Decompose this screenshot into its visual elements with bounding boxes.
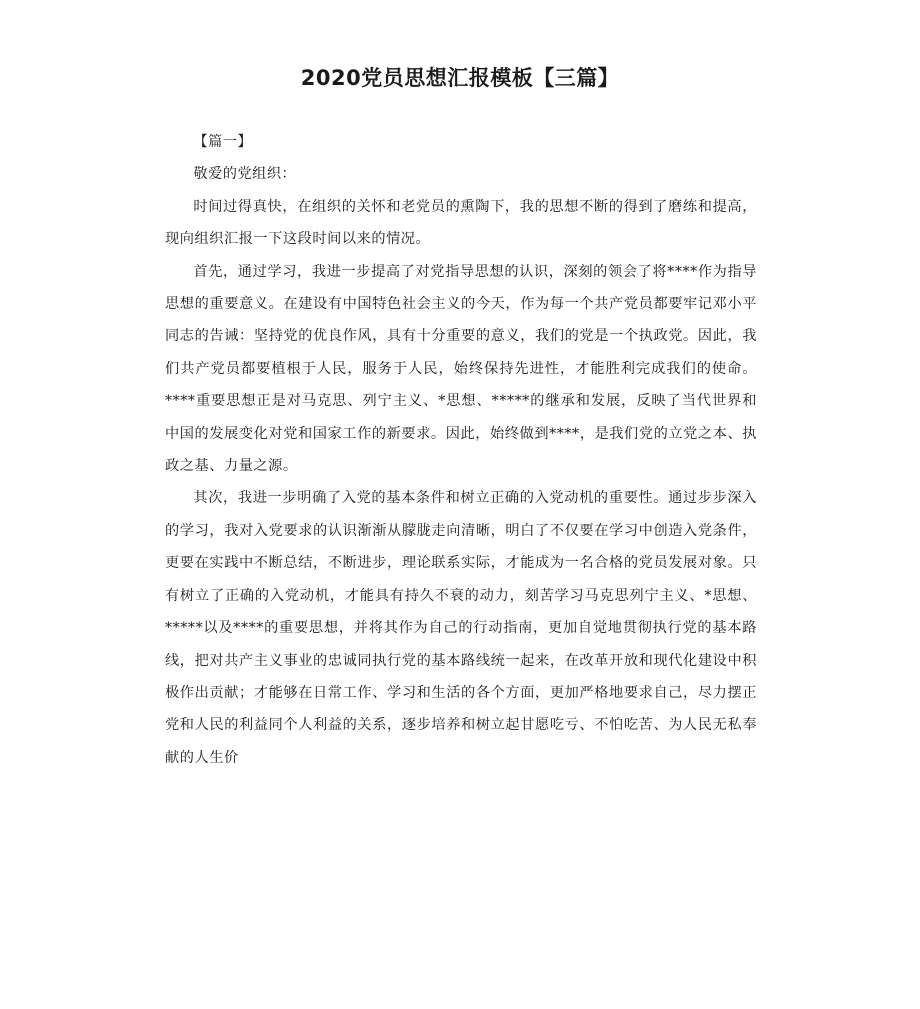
section-label: 【篇一】 xyxy=(193,134,253,150)
document-body xyxy=(165,126,757,774)
paragraph-3: 其次，我进一步明确了入党的基本条件和树立正确的入党动机的重要性。通过步步深入的学习，我对入党要求的认识渐渐从朦胧走向清晰，明白了不仅要在学习中创造入党条件，更要在实践中不断总结，不断进步，理论联系实际，才能成为一名合格的党员发展对象。只有树立了正确的入党动机，才能具有持久不衰的动力，刻苦学习马克思列宁主义、*思想、*****以及****的重要思想，并将其作为自己的行动指南，更加自觉地贯彻执行党的基本路线，把对共产主义事业的忠诚同执行党的基本路线统一起来，在改革开放和现代化建设中积极作出贡献；才能够在日常工作、学习和生活的各个方面，更加严格地要求自己，尽力摆正党和人民的利益同个人利益的关系，逐步培养和树立起甘愿吃亏、不怕吃苦、为人民无私奉献的人生价 xyxy=(165,490,757,766)
paragraph-2: 首先，通过学习，我进一步提高了对党指导思想的认识，深刻的领会了将****作为指导思想的重要意义。在建设有中国特色社会主义的今天，作为每一个共产党员都要牢记邓小平同志的告诫：坚持党的优良作风，具有十分重要的意义，我们的党是一个执政党。因此，我们共产党员都要植根于人民，服务于人民，始终保持先进性，才能胜利完成我们的使命。****重要思想正是对马克思、列宁主义、*思想、*****的继承和发展，反映了当代世界和中国的发展变化对党和国家工作的新要求。因此，始终做到****，是我们党的立党之本、执政之基、力量之源。 xyxy=(165,263,757,475)
salutation: 敬爱的党组织： xyxy=(193,166,297,183)
paragraph-1: 时间过得真快，在组织的关怀和老党员的熏陶下，我的思想不断的得到了磨练和提高，现向组织汇报一下这段时间以来的情况。 xyxy=(165,198,757,248)
document-title: 2020党员思想汇报模板【三篇】 xyxy=(300,66,620,90)
